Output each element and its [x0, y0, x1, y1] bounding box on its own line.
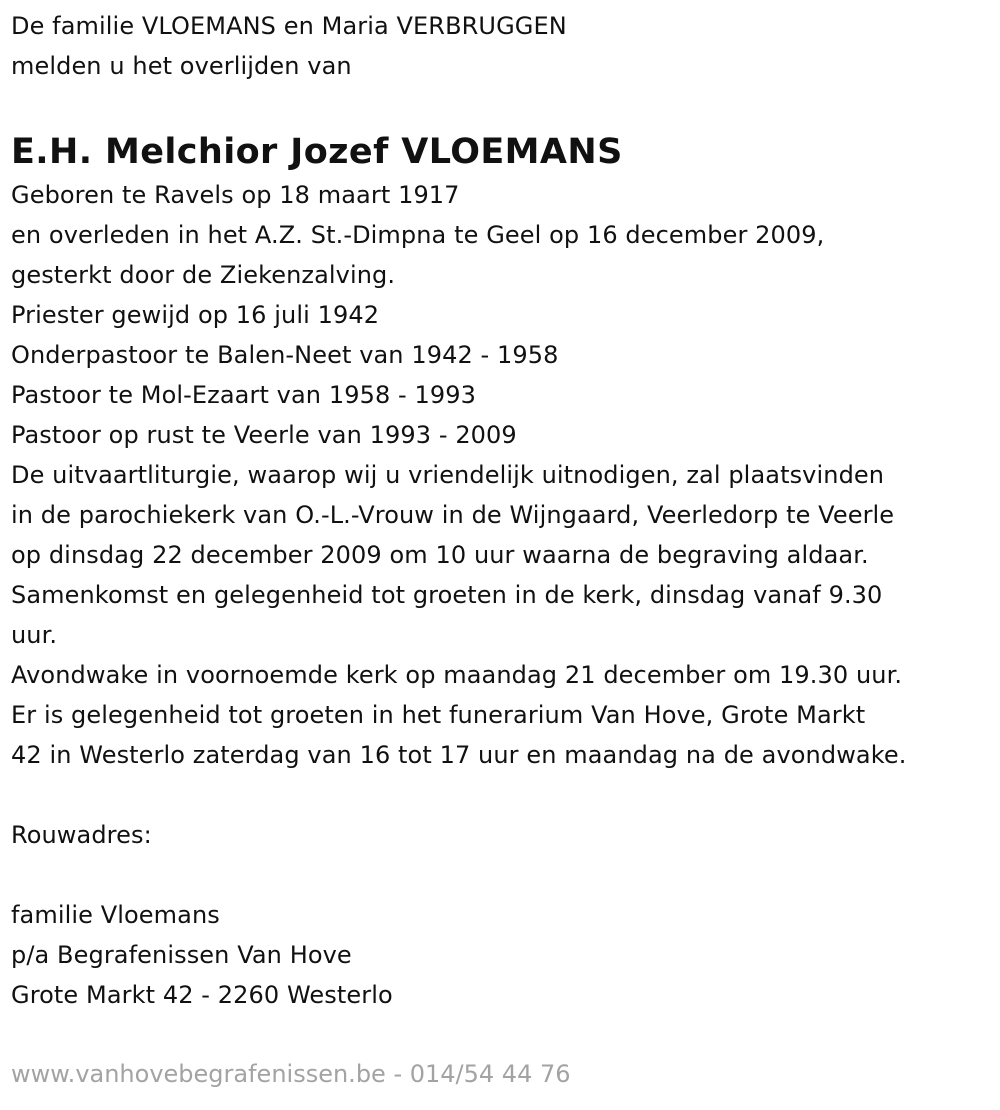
- body-line: De uitvaartliturgie, waarop wij u vriendelijk uitnodigen, zal plaatsvinden: [11, 461, 885, 489]
- footer-contact: www.vanhovebegrafenissen.be - 014/54 44 76: [11, 1060, 571, 1088]
- body-line: Priester gewijd op 16 juli 1942: [11, 301, 380, 329]
- body-line: Pastoor op rust te Veerle van 1993 - 2009: [11, 421, 517, 449]
- body-line: Onderpastoor te Balen-Neet van 1942 - 1958: [11, 341, 559, 369]
- body-line: en overleden in het A.Z. St.-Dimpna te Geel op 16 december 2009,: [11, 221, 825, 249]
- spacer: [11, 86, 996, 126]
- rouwadres-label: Rouwadres:: [11, 821, 152, 849]
- body-line: Avondwake in voornoemde kerk op maandag 21 december om 19.30 uur.: [11, 661, 903, 689]
- address-line: familie Vloemans: [11, 901, 220, 929]
- intro-line: melden u het overlijden van: [11, 52, 352, 80]
- body-line: Er is gelegenheid tot groeten in het funerarium Van Hove, Grote Markt: [11, 701, 866, 729]
- address-line: Grote Markt 42 - 2260 Westerlo: [11, 981, 393, 1009]
- deceased-name: E.H. Melchior Jozef VLOEMANS: [11, 132, 623, 172]
- body-line: Samenkomst en gelegenheid tot groeten in de kerk, dinsdag vanaf 9.30: [11, 581, 883, 609]
- body-line: Pastoor te Mol-Ezaart van 1958 - 1993: [11, 381, 477, 409]
- body-line: 42 in Westerlo zaterdag van 16 tot 17 uur en maandag na de avondwake.: [11, 741, 907, 769]
- address-line: p/a Begrafenissen Van Hove: [11, 941, 352, 969]
- spacer: [11, 855, 996, 895]
- body-line: Geboren te Ravels op 18 maart 1917: [11, 181, 460, 209]
- body-line: op dinsdag 22 december 2009 om 10 uur waarna de begraving aldaar.: [11, 541, 869, 569]
- obituary-notice: [11, 6, 996, 1015]
- spacer: [11, 775, 996, 815]
- intro-line: De familie VLOEMANS en Maria VERBRUGGEN: [11, 12, 567, 40]
- body-line: gesterkt door de Ziekenzalving.: [11, 261, 396, 289]
- body-line: in de parochiekerk van O.-L.-Vrouw in de Wijngaard, Veerledorp te Veerle: [11, 501, 895, 529]
- body-line: uur.: [11, 621, 58, 649]
